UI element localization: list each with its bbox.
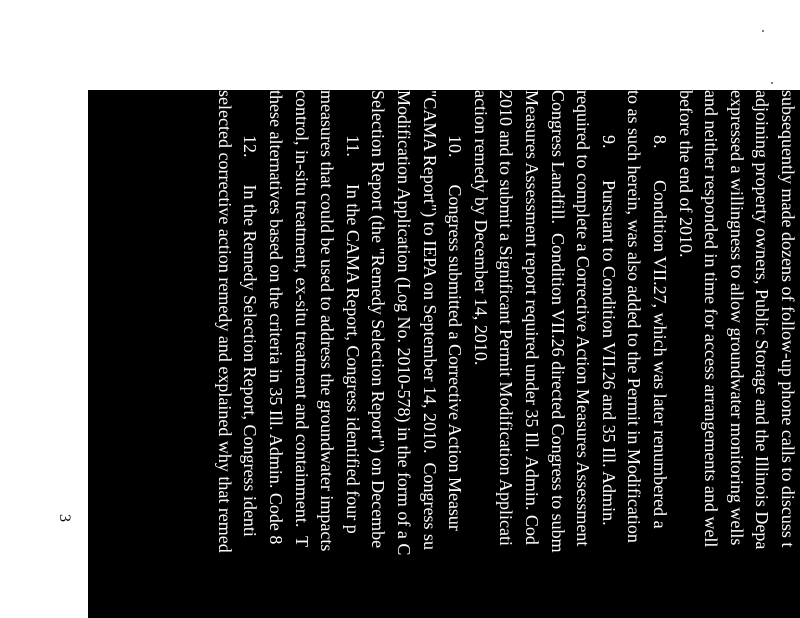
text-line: and neither responded in time for access arrangements and well bbox=[701, 90, 722, 548]
text-line: Modification Application (Log No. 2010-578) in the form of a C bbox=[394, 90, 414, 556]
scan-speck bbox=[771, 82, 773, 84]
text-line: before the end of 2010. bbox=[675, 90, 696, 258]
text-line: required to complete a Corrective Action Measures Assessment bbox=[573, 90, 594, 547]
scan-speck bbox=[762, 30, 764, 32]
text-line: "CAMA Report") to IEPA on September 14, 2010. Congress su bbox=[419, 90, 440, 551]
text-line: subsequently made dozens of follow-up phone calls to discuss t bbox=[778, 90, 798, 548]
text-line: control, in-situ treatment, ex-situ treatment and containment. T bbox=[291, 90, 312, 548]
text-line: measures that could be used to address the groundwater impacts bbox=[317, 90, 338, 552]
text-line: Selection Report (the "Remedy Selection Report") on Decembe bbox=[368, 90, 389, 549]
text-line: expressed a willingness to allow groundwater monitoring wells bbox=[726, 90, 747, 546]
text-line: 2010 and to submit a Significant Permit Modification Applicati bbox=[496, 90, 517, 546]
text-line: Measures Assessment report required under 35 Ill. Admin. Cod bbox=[522, 90, 542, 545]
scanned-page bbox=[88, 90, 800, 618]
text-line: these alternatives based on the criteria in 35 Ill. Admin. Code 8 bbox=[266, 90, 286, 545]
page-text-block bbox=[88, 90, 800, 618]
text-line: to as such herein, was also added to the Permit in Modification bbox=[624, 90, 645, 543]
text-line: 8. Condition VII.27, which was later renumbered a bbox=[650, 90, 670, 529]
text-line: adjoining property owners, Public Storage and the Illinois Depa bbox=[752, 90, 773, 550]
text-line: action remedy by December 14, 2010. bbox=[470, 90, 491, 366]
text-line: 10. Congress submitted a Corrective Action Measur bbox=[445, 90, 466, 531]
text-line: 11. In the CAMA Report, Congress identified four p bbox=[342, 90, 363, 534]
text-line: Congress Landfill. Condition VII.26 directed Congress to subm bbox=[547, 90, 568, 553]
text-line: selected corrective action remedy and explained why that remed bbox=[214, 90, 235, 553]
page-number: 3 bbox=[56, 514, 73, 522]
text-line: 9. Pursuant to Condition VII.26 and 35 Ill. Admin. bbox=[598, 90, 619, 526]
text-line: 12. In the Remedy Selection Report, Congress identi bbox=[240, 90, 261, 537]
